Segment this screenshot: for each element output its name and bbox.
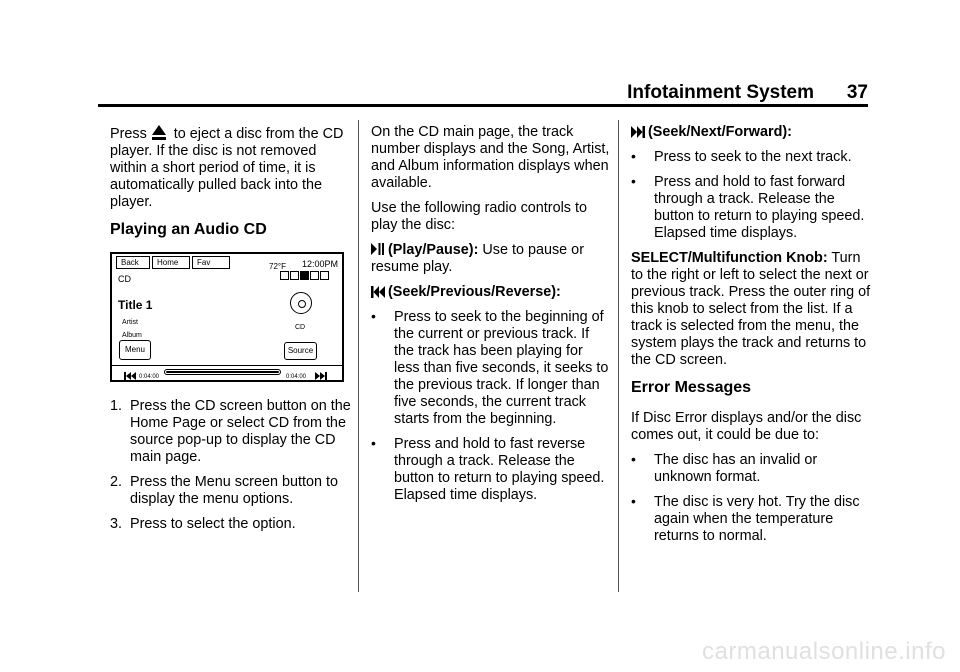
eject-paragraph: Press to eject a disc from the CD player. If the disc is not removed within a short period of time, it is automatically pulled back into the player.: [110, 126, 344, 210]
seek-previous-icon: [124, 369, 136, 386]
step-item: 3. Press to select the option.: [110, 516, 296, 532]
knob-paragraph: SELECT/Multifunction Knob: Turn to the right or left to select the next or previous track. Press the outer ring of this knob to select from the list. If a track is selected from the menu, the system plays the track and returns to the CD screen.: [631, 250, 871, 368]
list-item: • Press to seek to the beginning of the current or previous track. If the track has been playing for less than five seconds, it seeks to the previous track. If longer than five seconds, the current track starts from the beginning.: [371, 308, 609, 427]
home-button: Home: [152, 256, 190, 269]
temperature: 72°F: [269, 262, 286, 271]
progress-fill: [166, 371, 279, 373]
clock: 12:00PM: [302, 259, 339, 269]
track-artist: Artist: [122, 319, 138, 326]
list-item: • Press to seek to the next track.: [631, 148, 852, 165]
play-pause-icon: [371, 242, 385, 256]
play-pause-paragraph: (Play/Pause): Use to pause or resume play.: [371, 242, 584, 275]
column-3: [631, 124, 876, 553]
cd-screen-illustration: [110, 252, 344, 382]
seek-previous-heading: (Seek/Previous/Reverse):: [371, 284, 611, 301]
page-header: [98, 82, 868, 106]
track-album: Album: [122, 332, 142, 339]
source-label: CD: [118, 274, 131, 284]
status-icons: [280, 271, 329, 280]
menu-button: Menu: [119, 340, 151, 360]
column-1: [110, 124, 355, 541]
eject-icon: [151, 124, 167, 140]
progress-track: [164, 369, 281, 375]
header-rule: [98, 104, 868, 107]
paragraph: On the CD main page, the track number displays and the Song, Artist, and Album information displays when available.: [371, 124, 610, 191]
section-title: Infotainment System: [627, 82, 814, 103]
list-item: • Press and hold to fast reverse through a track. Release the button to return to playing speed. Elapsed time displays.: [371, 435, 605, 503]
column-2: [371, 124, 611, 512]
step-item: 1. Press the CD screen button on the Home Page or select CD from the source pop-up to display the CD main page.: [110, 398, 351, 465]
status-icon: [320, 271, 329, 280]
seek-next-heading: (Seek/Next/Forward):: [631, 124, 876, 141]
seek-next-icon: [631, 126, 645, 138]
status-icon: [300, 271, 309, 280]
section-heading: Playing an Audio CD: [110, 221, 267, 238]
status-icon: [310, 271, 319, 280]
watermark: carmanualsonline.info: [702, 638, 946, 665]
paragraph: Use the following radio controls to play the disc:: [371, 200, 587, 233]
step-item: 2. Press the Menu screen button to display the menu options.: [110, 474, 338, 507]
elapsed-time: 0:04:00: [139, 374, 160, 380]
disc-label: CD: [295, 324, 306, 331]
status-icon: [280, 271, 289, 280]
fav-button: Fav: [192, 256, 230, 269]
disc-icon: [290, 292, 312, 314]
list-item: • Press and hold to fast forward through a track. Release the button to return to playing speed. Elapsed time displays.: [631, 173, 865, 241]
source-button: Source: [284, 342, 317, 360]
back-button: Back: [116, 256, 150, 269]
section-heading: Error Messages: [631, 379, 752, 396]
column-divider: [618, 120, 619, 592]
seek-next-icon: [315, 369, 327, 386]
total-time: 0:04:00: [286, 374, 307, 380]
playback-bar: [112, 365, 342, 380]
status-icon: [290, 271, 299, 280]
page-number: 37: [846, 82, 868, 103]
list-item: • The disc is very hot. Try the disc again when the temperature returns to normal.: [631, 493, 860, 544]
column-divider: [358, 120, 359, 592]
paragraph: If Disc Error displays and/or the disc comes out, it could be due to:: [631, 410, 862, 443]
seek-previous-icon: [371, 286, 385, 298]
list-item: • The disc has an invalid or unknown format.: [631, 451, 818, 485]
track-title: Title 1: [118, 298, 153, 312]
